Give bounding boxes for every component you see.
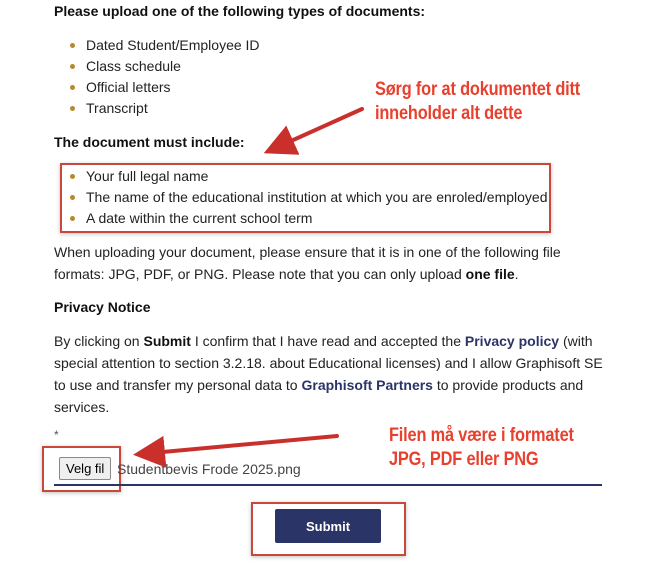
privacy-text: By clicking on — [54, 333, 144, 349]
privacy-submit-word: Submit — [143, 333, 191, 349]
list-item: Official letters — [54, 77, 260, 98]
list-item: Dated Student/Employee ID — [54, 35, 260, 56]
must-include-heading: The document must include: — [54, 134, 245, 150]
annotation-line: Sørg for at dokumentet ditt — [375, 79, 581, 100]
privacy-text: I confirm that I have read and accepted the — [190, 333, 465, 349]
annotation-line: Filen må være i formatet — [389, 425, 574, 446]
formats-text-end: . — [514, 266, 519, 282]
formats-text: When uploading your document, please ensure that it is in one of the following file formats: JPG, PDF, or PNG. Please note that you can only upload — [54, 244, 561, 282]
privacy-heading: Privacy Notice — [54, 299, 151, 315]
list-item: Class schedule — [54, 56, 260, 77]
privacy-text: to provide products and services. — [54, 377, 584, 415]
list-item: The name of the educational institution at which you are enroled/employed — [54, 187, 548, 208]
doc-types-heading: Please upload one of the following types of documents: — [54, 3, 426, 19]
list-item: Transcript — [54, 98, 260, 119]
annotation-requirements — [375, 78, 580, 126]
privacy-text: (with special attention to section 3.2.18. about Educational licenses) and I allow Graphisoft SE to use and transfer my personal data to — [54, 333, 603, 393]
annotation-line: JPG, PDF eller PNG — [389, 449, 539, 470]
arrow-to-requirements — [271, 109, 362, 150]
list-item: Your full legal name — [54, 166, 548, 187]
selected-file-name: Studentbevis Frode 2025.png — [117, 461, 301, 477]
list-item: A date within the current school term — [54, 208, 548, 229]
privacy-policy-link[interactable]: Privacy policy — [464, 333, 560, 349]
arrow-to-file-button — [141, 436, 337, 454]
required-mark: * — [54, 428, 59, 442]
submit-button[interactable]: Submit — [275, 509, 381, 543]
formats-one-file: one file — [465, 266, 515, 282]
annotation-line: inneholder alt dette — [375, 103, 523, 124]
annotation-formats — [389, 424, 574, 472]
graphisoft-partners-link[interactable]: Graphisoft Partners — [301, 377, 433, 393]
choose-file-button[interactable]: Velg fil — [59, 457, 111, 480]
